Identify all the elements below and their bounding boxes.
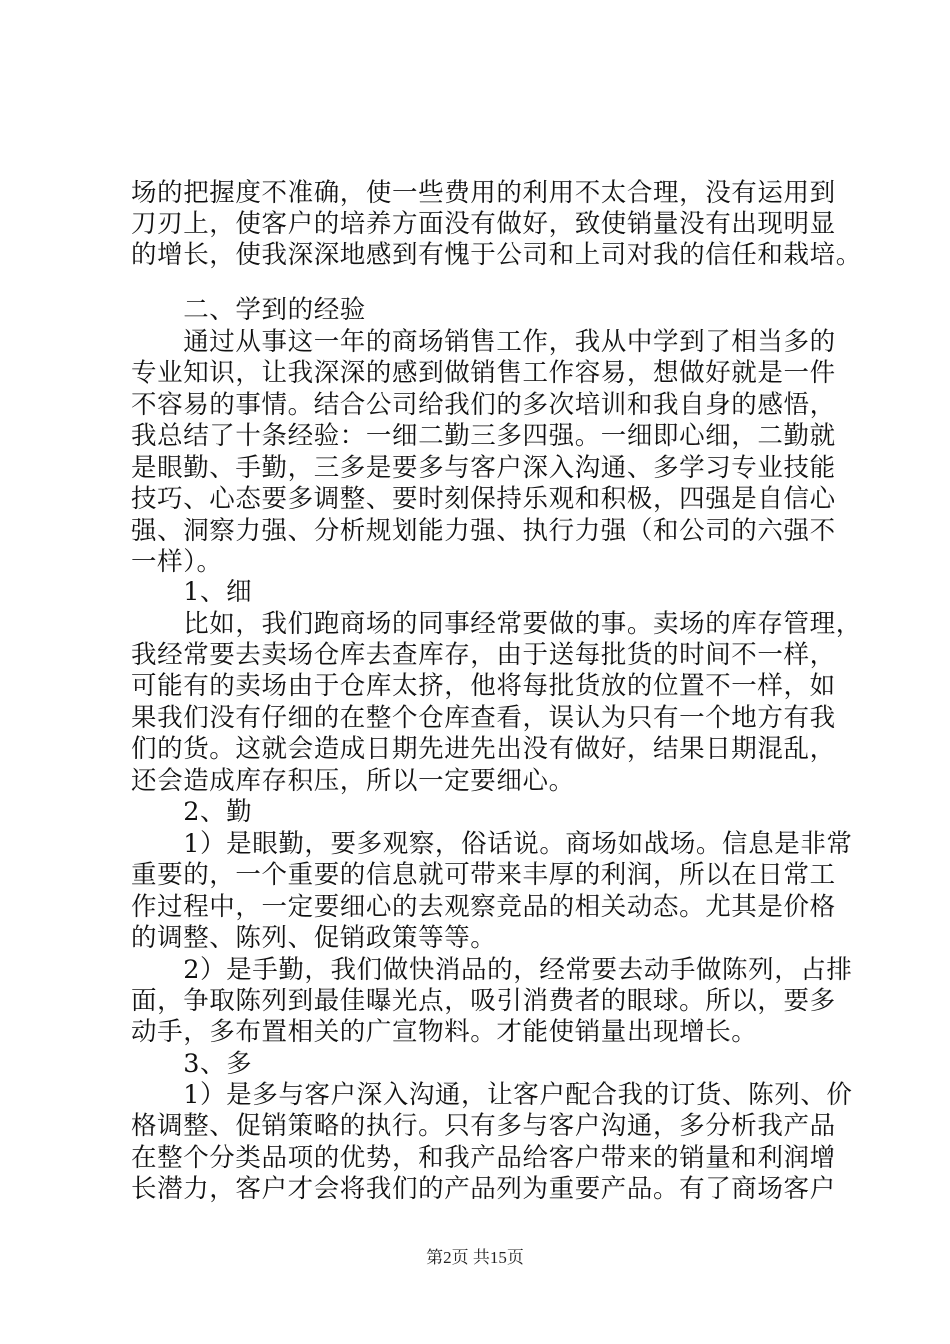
text-line: 们的货。这就会造成日期先进先出没有做好，结果日期混乱，	[131, 734, 836, 764]
text-line: 强、洞察力强、分析规划能力强、执行力强（和公司的六强不	[131, 516, 836, 546]
text-line: 2）是手勤，我们做快消品的，经常要去动手做陈列，占排	[131, 955, 853, 985]
text-line: 比如，我们跑商场的同事经常要做的事。卖场的库存管理，	[131, 609, 862, 639]
text-line: 1）是多与客户深入沟通，让客户配合我的订货、陈列、价	[131, 1080, 853, 1110]
text-line: 的增长，使我深深地感到有愧于公司和上司对我的信任和栽培。	[131, 240, 862, 270]
text-line: 1、细	[131, 577, 253, 607]
text-line: 格调整、促销策略的执行。只有多与客户沟通，多分析我产品	[131, 1111, 836, 1141]
text-line: 1）是眼勤，要多观察，俗话说。商场如战场。信息是非常	[131, 829, 853, 859]
page-footer: 第2页 共15页	[426, 1248, 524, 1267]
text-line: 在整个分类品项的优势，和我产品给客户带来的销量和利润增	[131, 1143, 836, 1173]
text-line: 一样）。	[131, 547, 223, 577]
text-line: 2、勤	[131, 797, 253, 827]
text-line: 的调整、陈列、促销政策等等。	[131, 923, 497, 953]
text-line: 通过从事这一年的商场销售工作，我从中学到了相当多的	[131, 327, 836, 357]
text-line: 技巧、心态要多调整、要时刻保持乐观和积极，四强是自信心	[131, 484, 836, 514]
text-line: 面，争取陈列到最佳曝光点，吸引消费者的眼球。所以，要多	[131, 986, 836, 1016]
text-line: 3、多	[131, 1049, 253, 1079]
text-line: 长潜力，客户才会将我们的产品列为重要产品。有了商场客户	[131, 1174, 836, 1204]
text-line: 重要的，一个重要的信息就可带来丰厚的利润，所以在日常工	[131, 860, 836, 890]
text-line: 专业知识，让我深深的感到做销售工作容易，想做好就是一件	[131, 358, 836, 388]
text-line: 动手，多布置相关的广宣物料。才能使销量出现增长。	[131, 1017, 758, 1047]
text-line: 是眼勤、手勤，三多是要多与客户深入沟通、多学习专业技能	[131, 453, 836, 483]
text-line: 可能有的卖场由于仓库太挤，他将每批货放的位置不一样，如	[131, 671, 836, 701]
text-line: 我经常要去卖场仓库去查库存，由于送每批货的时间不一样，	[131, 640, 836, 670]
text-line: 二、学到的经验	[131, 295, 366, 325]
text-line: 还会造成库存积压，所以一定要细心。	[131, 766, 575, 796]
text-line: 果我们没有仔细的在整个仓库查看，误认为只有一个地方有我	[131, 703, 836, 733]
text-line: 不容易的事情。结合公司给我们的多次培训和我自身的感悟，	[131, 390, 836, 420]
text-line: 刀刃上，使客户的培养方面没有做好，致使销量没有出现明显	[131, 209, 836, 239]
text-line: 我总结了十条经验：一细二勤三多四强。一细即心细，二勤就	[131, 421, 836, 451]
text-line: 作过程中，一定要细心的去观察竞品的相关动态。尤其是价格	[131, 892, 836, 922]
text-line: 场的把握度不准确，使一些费用的利用不太合理，没有运用到	[131, 178, 836, 208]
